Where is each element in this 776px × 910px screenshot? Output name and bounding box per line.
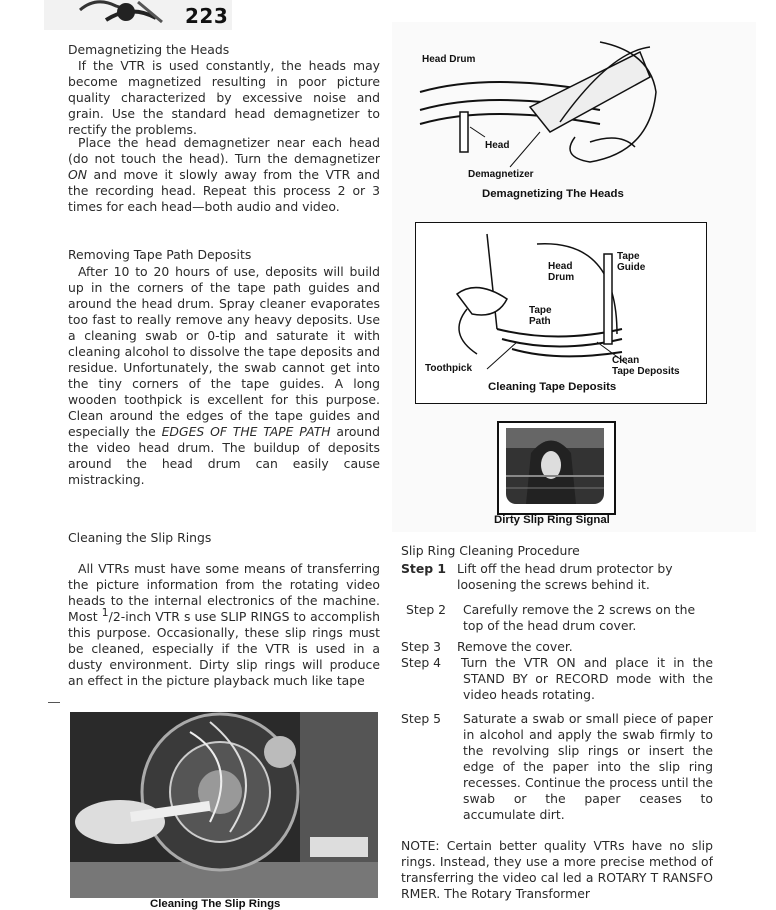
caption-cleaning-tape-deposits: Cleaning Tape Deposits	[488, 381, 617, 393]
caption-demagnetizing: Demagnetizing The Heads	[482, 188, 624, 200]
procedure-title: Slip Ring Cleaning Procedure	[401, 543, 580, 558]
demag-2-on: ON	[68, 167, 88, 182]
label-tape-path: Tape Path	[529, 305, 552, 327]
paragraph-demag-1: If the VTR is used constantly, the heads may become magnetized resulting in poor picture quality characterized by excessive noise and grain. Use the standard head demagnetizer to rectify the problems.	[68, 58, 380, 137]
caption-dirty-slip-ring: Dirty Slip Ring Signal	[494, 514, 610, 526]
step-5	[401, 711, 715, 822]
label-head-drum-2: Head Drum	[548, 261, 575, 283]
paragraph-tape-deposits	[68, 264, 380, 488]
paragraph-slip-rings	[68, 561, 380, 706]
paragraph-demag-2	[68, 135, 380, 215]
margin-mark	[48, 702, 60, 703]
fraction-one: 1	[101, 605, 109, 619]
note-paragraph: NOTE: Certain better quality VTRs have no slip rings. Instead, they use a more precise method of transferring the video cal led a ROTARY T RANSFO RMER. The Rotary Transformer	[401, 838, 713, 901]
step-5-text: Saturate a swab or small piece of paper in alcohol and apply the swab firmly to the revolving slip rings or insert the edge of the paper into the slip ring recesses. Continue the process until the swab or the paper ceases to accumulate dirt.	[463, 711, 713, 822]
section-heading-demagnetizing: Demagnetizing the Heads	[68, 42, 230, 57]
label-head: Head	[485, 140, 510, 151]
label-head-drum: Head Drum	[422, 54, 476, 65]
section-heading-tape-deposits: Removing Tape Path Deposits	[68, 247, 252, 262]
demag-2-text-a: Place the head demagnetizer near each head (do not touch the head). Turn the demagnetizer	[68, 135, 380, 166]
slip-text-a: All VTRs must have some means of transferring the picture information from the rotating video heads to the internal electronics of the machine. Most	[68, 561, 380, 624]
step-3-number: Step 3	[401, 639, 442, 654]
step-2	[406, 602, 716, 633]
label-demagnetizer: Demagnetizer	[468, 169, 534, 180]
step-3	[401, 639, 715, 655]
dirty-signal-image	[506, 428, 604, 504]
tape-text-c: around the video head drum. The buildup of deposits around the head drum can easily cause mistracking.	[68, 424, 380, 487]
step-2-number: Step 2	[406, 602, 447, 617]
slip-text-b: /2-inch VTR s use SLIP RINGS to accomplish this purpose. Occasionally, these slip rings must be cleaned, especially if the VTR is used in a dusty environment. Dirty slip rings will produce an effect in the picture playback much like tape	[68, 609, 380, 688]
label-toothpick: Toothpick	[425, 363, 473, 374]
tape-text-emph: EDGES OF THE TAPE PATH	[161, 424, 331, 439]
step-3-text: Remove the cover.	[457, 639, 573, 654]
tape-text-a: After 10 to 20 hours of use, deposits will build up in the corners of the tape path guides and around the head drum. Spray cleaner evaporates too fast to really remove any heavy deposits. Use a cleaning swab or 0-tip and saturate it with cleaning alcohol to dissolve the tape deposits and residue. Unfortunately, the swab cannot get into the tiny corners of the tape guides. A long wooden toothpick is excellent for this purpose. Clean around the edges of the tape guides and especially the	[68, 264, 380, 439]
step-1	[401, 561, 715, 592]
slip-ring-photo	[70, 712, 378, 898]
demag-2-text-c: and move it slowly away from the VTR and the recording head. Repeat this process 2 or 3 times for each head—both audio and video.	[68, 167, 380, 214]
slip-ring-photo-art	[70, 712, 378, 898]
step-5-number: Step 5	[401, 711, 442, 726]
step-1-number: Step 1	[401, 561, 447, 576]
step-4-number: Step 4	[401, 655, 442, 670]
step-4	[401, 655, 715, 702]
label-clean-tape-deposits: Clean Tape Deposits	[612, 355, 680, 377]
section-heading-slip-rings: Cleaning the Slip Rings	[68, 530, 212, 545]
wrench-logo-icon	[76, 0, 176, 28]
step-2-text: Carefully remove the 2 screws on the top of the head drum cover.	[463, 602, 696, 633]
step-4-text: Turn the VTR ON and place it in the STAND BY or RECORD mode with the video heads rotating.	[461, 655, 713, 702]
photo-caption: Cleaning The Slip Rings	[150, 898, 281, 910]
step-1-text: Lift off the head drum protector by loosening the screws behind it.	[457, 561, 673, 592]
page-number: 223	[185, 4, 229, 28]
label-tape-guide: Tape Guide	[617, 251, 646, 273]
